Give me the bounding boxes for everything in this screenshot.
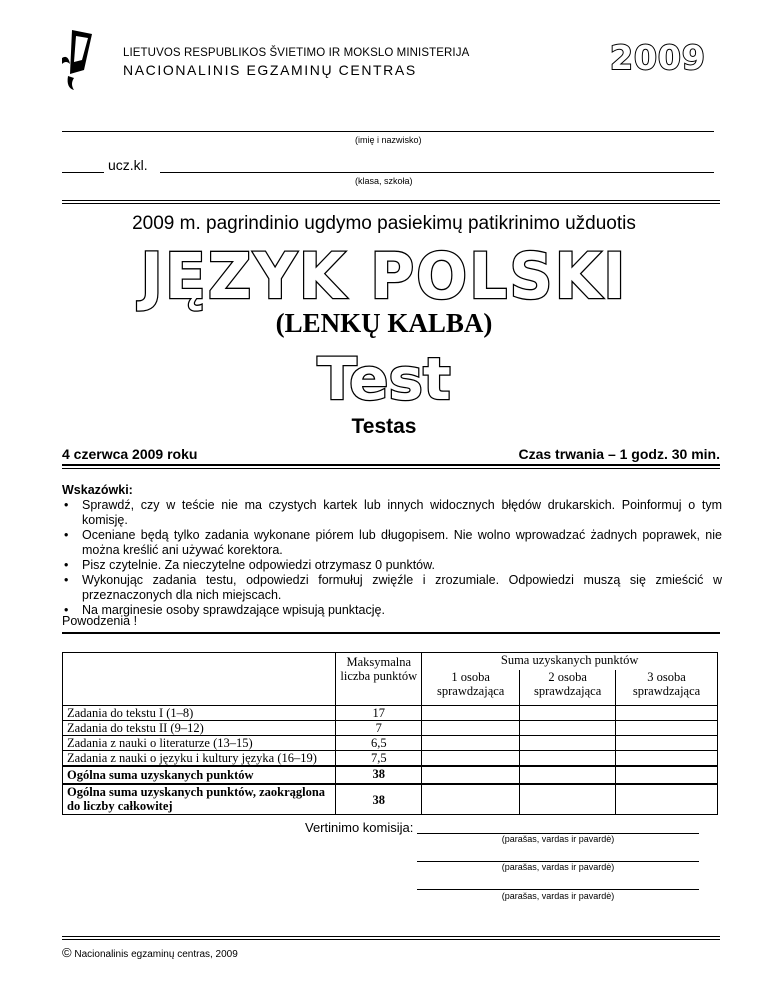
table-header-row — [63, 653, 718, 671]
class-label: ucz.kl. — [108, 157, 148, 173]
divider-hints — [62, 632, 720, 634]
class-caption: (klasa, szkoła) — [355, 176, 413, 186]
hints-title: Wskazówki: — [62, 483, 133, 497]
divider-top — [62, 200, 720, 201]
bullet-icon: • — [64, 498, 69, 512]
divider-meta-2 — [62, 468, 720, 469]
copyright-text: Nacionalinis egzaminų centras, 2009 — [74, 949, 238, 960]
hint-item: • Wykonując zadania testu, odpowiedzi formułuj zwięźle i zrozumiale. Odpowiedzi muszą się zmieścić w przeznaczonych dla nich miejscach. — [64, 573, 722, 602]
good-luck: Powodzenia ! — [62, 614, 138, 628]
signature-caption-2: (parašas, vardas ir pavardė) — [501, 862, 615, 872]
nec-logo — [62, 30, 102, 92]
divider-footer-2 — [62, 939, 720, 940]
total-row: Ogólna suma uzyskanych punktów 38 — [63, 766, 718, 784]
hints-list — [62, 498, 722, 618]
score-cell[interactable] — [422, 706, 520, 721]
score-cell[interactable] — [616, 736, 718, 751]
hint-item: • Sprawdź, czy w teście nie ma czystych kartek lub innych widocznych błędów drukarskich. Poinformuj o tym komisję. — [64, 498, 722, 527]
exam-duration: Czas trwania – 1 godz. 30 min. — [518, 446, 720, 462]
bullet-icon: • — [64, 558, 69, 572]
score-cell[interactable] — [422, 721, 520, 736]
score-cell[interactable] — [422, 766, 520, 784]
score-cell[interactable] — [616, 766, 718, 784]
school-line[interactable] — [160, 172, 714, 173]
table-row: Zadania z nauki o literaturze (13–15) 6,5 — [63, 736, 718, 751]
score-cell[interactable] — [520, 784, 616, 815]
score-cell[interactable] — [520, 751, 616, 767]
name-line[interactable] — [62, 131, 714, 132]
score-cell[interactable] — [422, 784, 520, 815]
copyright — [62, 945, 238, 960]
centre-name: NACIONALINIS EGZAMINŲ CENTRAS — [123, 62, 417, 78]
divider-top-2 — [62, 203, 720, 204]
subject-title: JĘZYK POLSKI — [140, 240, 628, 314]
exam-heading: 2009 m. pagrindinio ugdymo pasiekimų patikrinimo užduotis — [132, 213, 636, 234]
divider-meta — [62, 464, 720, 466]
signature-caption-3: (parašas, vardas ir pavardė) — [501, 891, 615, 901]
divider-footer — [62, 936, 720, 937]
score-cell[interactable] — [616, 751, 718, 767]
score-cell[interactable] — [520, 706, 616, 721]
name-caption: (imię i nazwisko) — [355, 135, 422, 145]
score-cell[interactable] — [616, 721, 718, 736]
testas-word: Testas — [351, 415, 417, 438]
signature-line-3[interactable] — [417, 889, 699, 890]
copyright-icon: © — [62, 945, 72, 960]
score-cell[interactable] — [520, 721, 616, 736]
score-cell[interactable] — [520, 736, 616, 751]
ministry-name: LIETUVOS RESPUBLIKOS ŠVIETIMO IR MOKSLO MINISTERIJA — [123, 47, 470, 59]
bullet-icon: • — [64, 603, 69, 617]
score-cell[interactable] — [520, 766, 616, 784]
test-word: Test — [317, 345, 451, 413]
exam-date: 4 czerwca 2009 roku — [62, 446, 198, 462]
committee-label: Vertinimo komisija: — [305, 820, 414, 835]
table-row: Zadania z nauki o języku i kultury języka (16–19) 7,5 — [63, 751, 718, 767]
hint-item: • Na marginesie osoby sprawdzające wpisują punktację. — [64, 603, 385, 617]
score-cell[interactable] — [422, 736, 520, 751]
bullet-icon: • — [64, 573, 69, 587]
score-cell[interactable] — [616, 706, 718, 721]
table-row: Zadania do tekstu I (1–8) 17 — [63, 706, 718, 721]
score-cell[interactable] — [422, 751, 520, 767]
score-table — [62, 652, 718, 815]
rounded-total-row: Ogólna suma uzyskanych punktów, zaokrąglona do liczby całkowitej 38 — [63, 784, 718, 815]
bullet-icon: • — [64, 528, 69, 542]
sum-points-header: Suma uzyskanych punktów — [422, 653, 718, 671]
year-badge: 2009 — [610, 38, 706, 77]
checker-1-header: 1 osoba sprawdzająca — [422, 670, 520, 705]
checker-2-header: 2 osoba sprawdzająca — [520, 670, 616, 705]
hint-item: • Pisz czytelnie. Za nieczytelne odpowiedzi otrzymasz 0 punktów. — [64, 558, 435, 572]
score-cell[interactable] — [616, 784, 718, 815]
class-number-line[interactable] — [62, 172, 104, 173]
checker-3-header: 3 osoba sprawdzająca — [616, 670, 718, 705]
subject-subtitle: (LENKŲ KALBA) — [275, 308, 493, 338]
signature-caption-1: (parašas, vardas ir pavardė) — [501, 834, 615, 844]
hints-section — [62, 483, 722, 618]
max-points-header: Maksymalna liczba punktów — [336, 653, 422, 706]
table-row: Zadania do tekstu II (9–12) 7 — [63, 721, 718, 736]
hint-item: • Oceniane będą tylko zadania wykonane piórem lub długopisem. Nie wolno wprowadzać żadnych poprawek, nie można kreślić ani używać korektora. — [64, 528, 722, 557]
